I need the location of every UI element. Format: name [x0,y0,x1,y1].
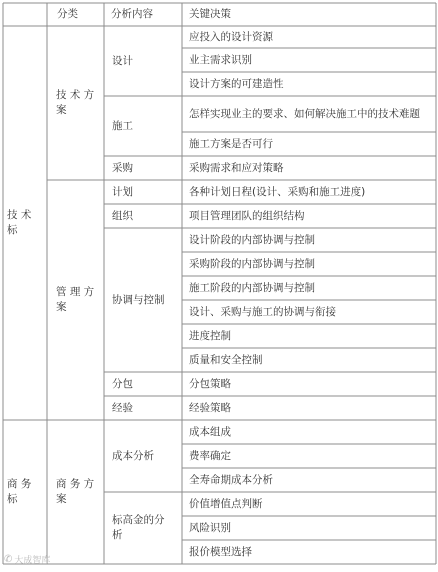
analysis-cell: 成本分析 [112,449,154,462]
analysis-cell: 施工 [112,119,133,132]
analysis-cell: 协调与控制 [112,293,165,306]
header-analysis: 分析内容 [111,8,153,20]
decision-cell: 应投入的设计资源 [189,30,273,43]
decision-cell: 成本组成 [189,425,231,438]
analysis-cell: 采购 [112,161,133,174]
group-cell: 商 务 标 [7,478,32,505]
watermark-text: 大成智库 [14,556,51,566]
decision-cell: 怎样实现业主的要求、如何解决施工中的技术难题 [189,107,420,120]
decision-cell: 进度控制 [189,329,231,342]
analysis-cell: 设计 [112,54,133,67]
decision-cell: 质量和安全控制 [189,353,263,366]
group-cell: 技 术 标 [7,209,32,236]
decision-cell: 施工阶段的内部协调与控制 [189,281,315,294]
decision-cell: 设计方案的可建造性 [189,77,284,90]
decision-cell: 报价模型选择 [189,545,252,558]
decision-cell: 分包策略 [189,377,231,390]
analysis-cell: 标高金的分 析 [112,514,165,541]
decision-cell: 各种计划日程(设计、采购和施工进度) [189,185,366,198]
decision-cell: 价值增值点判断 [189,497,263,510]
decision-cell: 风险识别 [189,521,231,534]
category-cell: 管 理 方 案 [56,286,95,313]
analysis-cell: 经验 [112,401,133,414]
analysis-cell: 组织 [112,209,133,222]
watermark-logo-icon: ✆ [4,554,13,565]
decision-cell: 采购需求和应对策略 [189,161,284,174]
decision-cell: 设计、采购与施工的协调与衔接 [189,305,336,318]
decision-cell: 施工方案是否可行 [189,137,273,150]
category-cell: 商 务 方 案 [56,478,95,505]
decision-cell: 全寿命期成本分析 [189,473,273,486]
analysis-cell: 分包 [112,377,133,390]
decision-cell: 经验策略 [189,401,231,414]
category-cell: 技 术 方 案 [56,89,95,116]
header-decision: 关键决策 [189,8,231,20]
analysis-cell: 计划 [112,185,133,198]
watermark [4,553,50,566]
decision-cell: 业主需求识别 [189,53,252,66]
header-category: 分类 [57,8,78,20]
decision-cell: 设计阶段的内部协调与控制 [189,233,315,246]
decision-cell: 项目管理团队的组织结构 [189,209,305,222]
decision-cell: 费率确定 [189,449,231,462]
decision-cell: 采购阶段的内部协调与控制 [189,257,315,270]
